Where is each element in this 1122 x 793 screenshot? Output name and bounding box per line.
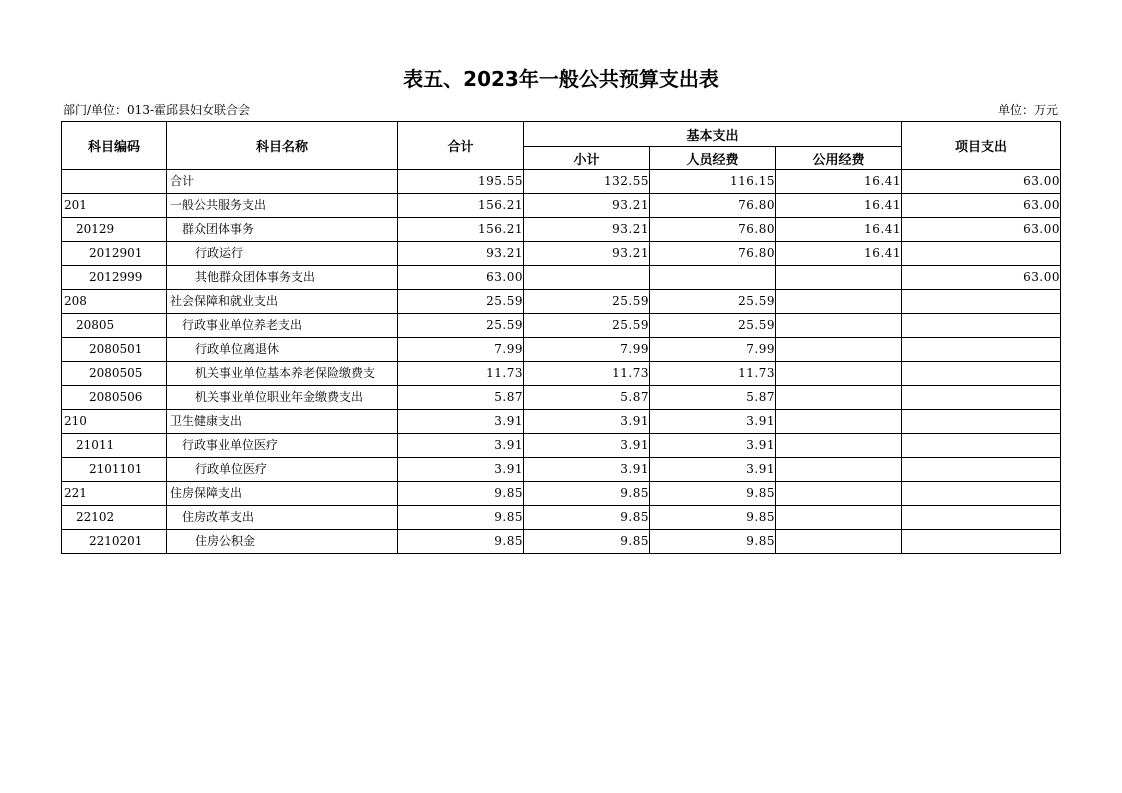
cell-code: 208 xyxy=(62,290,167,314)
cell-public xyxy=(776,410,902,434)
cell-subtotal: 9.85 xyxy=(524,506,650,530)
header-code: 科目编码 xyxy=(62,122,167,170)
cell-name: 一般公共服务支出 xyxy=(167,194,398,218)
cell-subtotal: 132.55 xyxy=(524,170,650,194)
cell-total: 25.59 xyxy=(398,314,524,338)
cell-code: 20805 xyxy=(62,314,167,338)
cell-name: 行政单位离退休 xyxy=(167,338,398,362)
cell-project: 63.00 xyxy=(902,194,1061,218)
cell-personnel: 9.85 xyxy=(650,506,776,530)
cell-public: 16.41 xyxy=(776,194,902,218)
cell-total: 156.21 xyxy=(398,218,524,242)
cell-public xyxy=(776,386,902,410)
cell-name: 住房改革支出 xyxy=(167,506,398,530)
cell-public: 16.41 xyxy=(776,218,902,242)
cell-subtotal: 7.99 xyxy=(524,338,650,362)
cell-subtotal: 9.85 xyxy=(524,530,650,554)
header-project: 项目支出 xyxy=(902,122,1061,170)
cell-public xyxy=(776,338,902,362)
cell-personnel: 76.80 xyxy=(650,218,776,242)
cell-subtotal: 3.91 xyxy=(524,458,650,482)
table-row xyxy=(62,242,1061,266)
cell-project xyxy=(902,290,1061,314)
table-row xyxy=(62,434,1061,458)
cell-code: 2101101 xyxy=(62,458,167,482)
cell-name: 社会保障和就业支出 xyxy=(167,290,398,314)
cell-name: 行政事业单位养老支出 xyxy=(167,314,398,338)
unit-label: 单位：万元 xyxy=(997,103,1058,117)
header-personnel: 人员经费 xyxy=(650,147,776,170)
cell-subtotal: 5.87 xyxy=(524,386,650,410)
cell-personnel: 76.80 xyxy=(650,194,776,218)
cell-project xyxy=(902,338,1061,362)
cell-project xyxy=(902,242,1061,266)
table-body xyxy=(62,170,1061,554)
cell-personnel: 25.59 xyxy=(650,314,776,338)
cell-subtotal: 11.73 xyxy=(524,362,650,386)
cell-subtotal: 25.59 xyxy=(524,290,650,314)
table-row xyxy=(62,290,1061,314)
cell-total: 63.00 xyxy=(398,266,524,290)
cell-project xyxy=(902,434,1061,458)
cell-personnel xyxy=(650,266,776,290)
table-row xyxy=(62,362,1061,386)
cell-name: 行政运行 xyxy=(167,242,398,266)
table-row xyxy=(62,530,1061,554)
cell-total: 195.55 xyxy=(398,170,524,194)
cell-total: 11.73 xyxy=(398,362,524,386)
cell-public xyxy=(776,266,902,290)
table-row xyxy=(62,170,1061,194)
table-row xyxy=(62,506,1061,530)
cell-code: 201 xyxy=(62,194,167,218)
cell-project: 63.00 xyxy=(902,218,1061,242)
table-row xyxy=(62,218,1061,242)
cell-project xyxy=(902,386,1061,410)
cell-name: 住房保障支出 xyxy=(167,482,398,506)
cell-personnel: 76.80 xyxy=(650,242,776,266)
cell-code: 2210201 xyxy=(62,530,167,554)
cell-code: 21011 xyxy=(62,434,167,458)
cell-name: 其他群众团体事务支出 xyxy=(167,266,398,290)
cell-public xyxy=(776,314,902,338)
page-title: 表五、2023年一般公共预算支出表 xyxy=(403,67,719,91)
cell-personnel: 3.91 xyxy=(650,410,776,434)
cell-total: 156.21 xyxy=(398,194,524,218)
cell-subtotal: 93.21 xyxy=(524,194,650,218)
cell-name: 行政单位医疗 xyxy=(167,458,398,482)
cell-project xyxy=(902,506,1061,530)
table-row xyxy=(62,386,1061,410)
cell-project xyxy=(902,458,1061,482)
cell-name: 机关事业单位基本养老保险缴费支 xyxy=(167,362,398,386)
cell-public xyxy=(776,506,902,530)
cell-project: 63.00 xyxy=(902,170,1061,194)
cell-name: 卫生健康支出 xyxy=(167,410,398,434)
cell-personnel: 3.91 xyxy=(650,434,776,458)
cell-code: 221 xyxy=(62,482,167,506)
cell-public: 16.41 xyxy=(776,242,902,266)
cell-name: 合计 xyxy=(167,170,398,194)
cell-total: 5.87 xyxy=(398,386,524,410)
cell-public xyxy=(776,290,902,314)
header-basic: 基本支出 xyxy=(524,122,902,147)
table-header xyxy=(62,122,1061,170)
header-subtotal: 小计 xyxy=(524,147,650,170)
cell-subtotal: 93.21 xyxy=(524,218,650,242)
cell-subtotal: 9.85 xyxy=(524,482,650,506)
cell-project xyxy=(902,410,1061,434)
cell-personnel: 3.91 xyxy=(650,458,776,482)
cell-total: 7.99 xyxy=(398,338,524,362)
table-row xyxy=(62,410,1061,434)
cell-personnel: 11.73 xyxy=(650,362,776,386)
cell-personnel: 9.85 xyxy=(650,530,776,554)
table-row xyxy=(62,266,1061,290)
cell-personnel: 7.99 xyxy=(650,338,776,362)
header-total: 合计 xyxy=(398,122,524,170)
cell-code: 210 xyxy=(62,410,167,434)
cell-public xyxy=(776,362,902,386)
table-row xyxy=(62,194,1061,218)
cell-code: 2012901 xyxy=(62,242,167,266)
cell-name: 行政事业单位医疗 xyxy=(167,434,398,458)
cell-total: 93.21 xyxy=(398,242,524,266)
cell-code: 20129 xyxy=(62,218,167,242)
table-row xyxy=(62,338,1061,362)
cell-subtotal: 25.59 xyxy=(524,314,650,338)
cell-project: 63.00 xyxy=(902,266,1061,290)
cell-project xyxy=(902,362,1061,386)
header-public: 公用经费 xyxy=(776,147,902,170)
cell-subtotal: 3.91 xyxy=(524,410,650,434)
cell-total: 25.59 xyxy=(398,290,524,314)
cell-name: 住房公积金 xyxy=(167,530,398,554)
table-row xyxy=(62,482,1061,506)
cell-code xyxy=(62,170,167,194)
cell-total: 3.91 xyxy=(398,410,524,434)
cell-subtotal: 93.21 xyxy=(524,242,650,266)
cell-public: 16.41 xyxy=(776,170,902,194)
table-row xyxy=(62,314,1061,338)
cell-total: 3.91 xyxy=(398,434,524,458)
cell-subtotal: 3.91 xyxy=(524,434,650,458)
table-row xyxy=(62,458,1061,482)
cell-public xyxy=(776,530,902,554)
cell-public xyxy=(776,434,902,458)
cell-subtotal xyxy=(524,266,650,290)
cell-project xyxy=(902,314,1061,338)
cell-total: 3.91 xyxy=(398,458,524,482)
cell-personnel: 116.15 xyxy=(650,170,776,194)
cell-total: 9.85 xyxy=(398,482,524,506)
header-name: 科目名称 xyxy=(167,122,398,170)
cell-code: 22102 xyxy=(62,506,167,530)
cell-public xyxy=(776,458,902,482)
cell-code: 2080505 xyxy=(62,362,167,386)
cell-name: 群众团体事务 xyxy=(167,218,398,242)
cell-total: 9.85 xyxy=(398,530,524,554)
cell-project xyxy=(902,530,1061,554)
cell-total: 9.85 xyxy=(398,506,524,530)
cell-public xyxy=(776,482,902,506)
cell-personnel: 9.85 xyxy=(650,482,776,506)
cell-code: 2080501 xyxy=(62,338,167,362)
cell-code: 2012999 xyxy=(62,266,167,290)
cell-name: 机关事业单位职业年金缴费支出 xyxy=(167,386,398,410)
cell-personnel: 25.59 xyxy=(650,290,776,314)
budget-table xyxy=(61,121,1061,554)
cell-project xyxy=(902,482,1061,506)
cell-personnel: 5.87 xyxy=(650,386,776,410)
department-label: 部门/单位：013-霍邱县妇女联合会 xyxy=(63,103,251,117)
cell-code: 2080506 xyxy=(62,386,167,410)
